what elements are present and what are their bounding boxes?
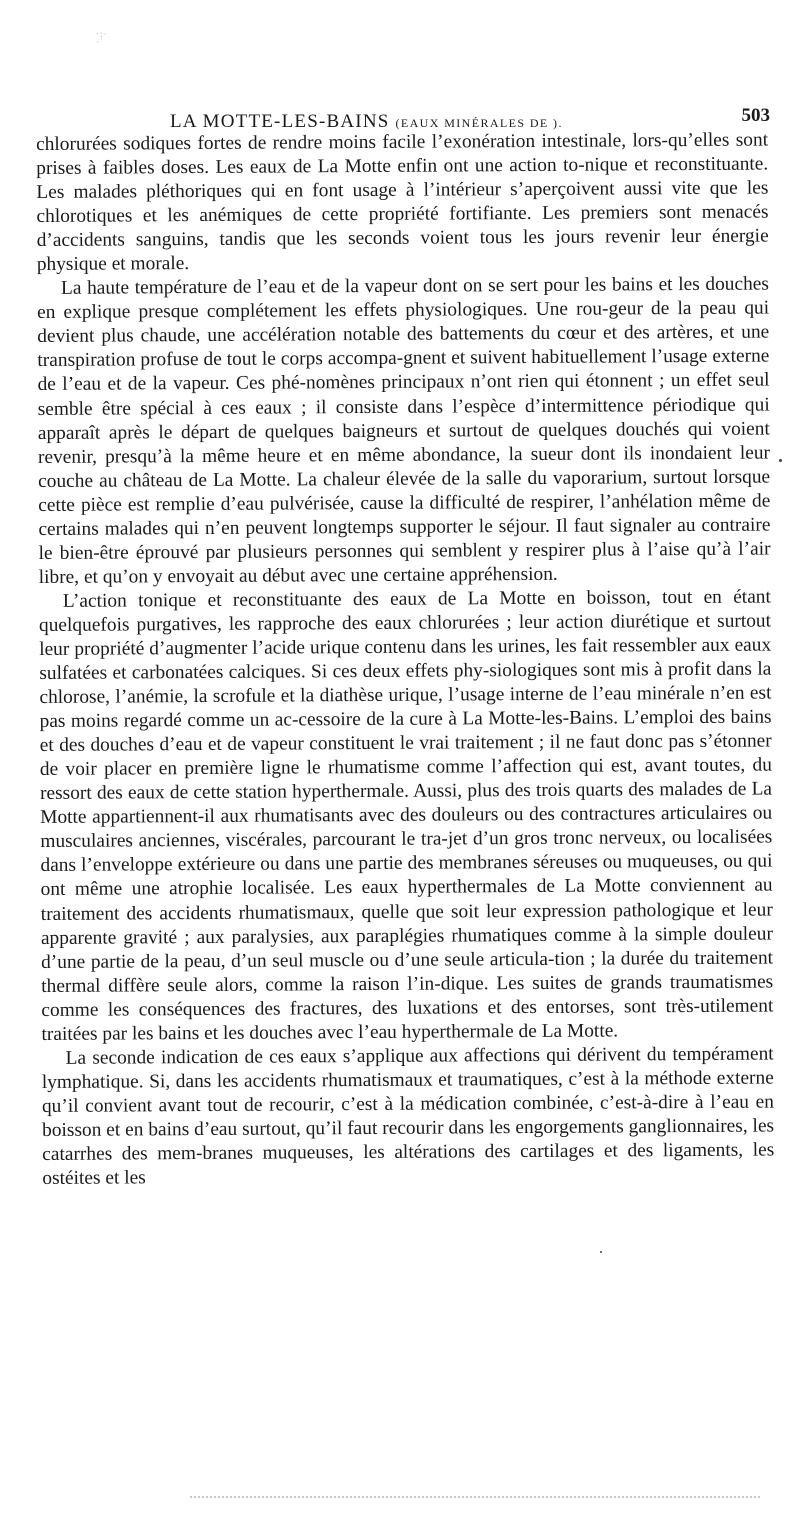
page-number: 503 <box>741 105 770 126</box>
paragraph-2: La haute température de l’eau et de la vapeur dont on se sert pour les bains et les douches en explique presque complétement les effets physiologiques. Une rou-geur de la peau qui devient plus chaude, une accélération notable des battements du cœur et des artères, et une transpiration profuse de tout le corps accompa-gnent et suivent habituellement l’usage externe de l’eau et de la vapeur. Ces phé-nomènes principaux n’ont rien qui étonnent ; un effet seul semble être spécial à ces eaux ; il consiste dans l’espèce d’intermittence périodique qui apparaît après le départ de quelques baigneurs et surtout de quelques douchés qui voient revenir, presqu’à la même heure et en même abondance, la sueur dont ils inondaient leur couche au château de La Motte. La chaleur élevée de la salle du vaporarium, surtout lorsque cette pièce est remplie d’eau pulvérisée, cause la difficulté de respirer, l’anhélation même de certains malades qui n’en peuvent longtemps supporter le séjour. Il faut signaler au contraire le bien-être éprouvé par plusieurs personnes qui semblent y respirer plus à l’aise qu’à l’air libre, et qu’on y envoyait au début avec une certaine appréhension. <box>37 273 771 588</box>
paragraph-3: L’action tonique et reconstituante des eaux de La Motte en boisson, tout en étant quelquefois purgatives, les rapproche des eaux chlorurées ; leur action diurétique et surtout leur propriété d’augmenter l’acide urique contenu dans les urines, les fait ressembler aux eaux sulfatées et carbonatées calciques. Si ces deux effets phy-siologiques sont mis à profit dans la chlorose, l’anémie, la scrofule et la diathèse urique, l’usage interne de l’eau minérale n’en est pas moins regardé comme un ac-cessoire de la cure à La Motte-les-Bains. L’emploi des bains et des douches d’eau et de vapeur constituent le vrai traitement ; il ne faut donc pas s’étonner de voir placer en première ligne le rhumatisme comme l’affection qui est, avant toutes, du ressort des eaux de cette station hyperthermale. Aussi, plus des trois quarts des malades de La Motte appartiennent-il aux rhumatisants avec des douleurs ou des contractures articulaires ou musculaires anciennes, viscérales, parcourant le tra-jet d’un gros tronc nerveux, ou localisées dans l’enveloppe extérieure ou dans une partie des membranes séreuses ou muqueuses, ou qui ont même une atrophie localisée. Les eaux hyperthermales de La Motte conviennent au traitement des accidents rhumatismaux, quelle que soit leur expression pathologique et leur apparente gravité ; aux paralysies, aux paraplégies rhumatiques comme à la simple douleur d’une partie de la peau, d’un seul muscle ou d’une seule articula-tion ; la durée du traitement thermal diffère seule alors, comme la raison l’in-dique. Les suites de grands traumatismes comme les conséquences des fractures, des luxations et des entorses, sont très-utilement traitées par les bains et les douches avec l’eau hyperthermale de La Motte. <box>38 586 774 1045</box>
running-title-subtitle: (EAUX MINÉRALES DE ). <box>395 116 563 130</box>
body-text <box>36 129 774 1192</box>
paragraph-1: chlorurées sodiques fortes de rendre moins facile l’exonération intestinale, lors-qu’elles sont prises à faibles doses. Les eaux de La Motte enfin ont une action to-nique et reconstituante. Les malades pléthoriques qui en font usage à l’intérieur s’aperçoivent aussi vite que les chlorotiques et les anémiques de cette propriété fortifiante. Les premiers sont menacés d’accidents sanguins, tandis que les seconds voient tous les jours revenir leur énergie physique et morale. <box>36 129 769 276</box>
stray-ink-dot <box>779 459 782 462</box>
bottom-bleed-through-line <box>190 1496 760 1498</box>
paper-speck-mark: ·:· ·˙ <box>96 29 108 47</box>
paragraph-4: La seconde indication de ces eaux s’applique aux affections qui dérivent du tempérament lymphatique. Si, dans les accidents rhumatismaux et traumatiques, c’est à la méthode externe qu’il convient avant tout de recourir, c’est à la médication combinée, c’est-à-dire à l’eau en boisson et en bains d’eau surtout, qu’il faut recourir dans les engorgements ganglionnaires, les catarrhes des mem-branes muqueuses, les altérations des cartilages et des ligaments, les ostéites et les <box>41 1043 775 1189</box>
running-title-main: LA MOTTE-LES-BAINS <box>170 111 390 132</box>
stray-ink-dot <box>600 1251 602 1253</box>
